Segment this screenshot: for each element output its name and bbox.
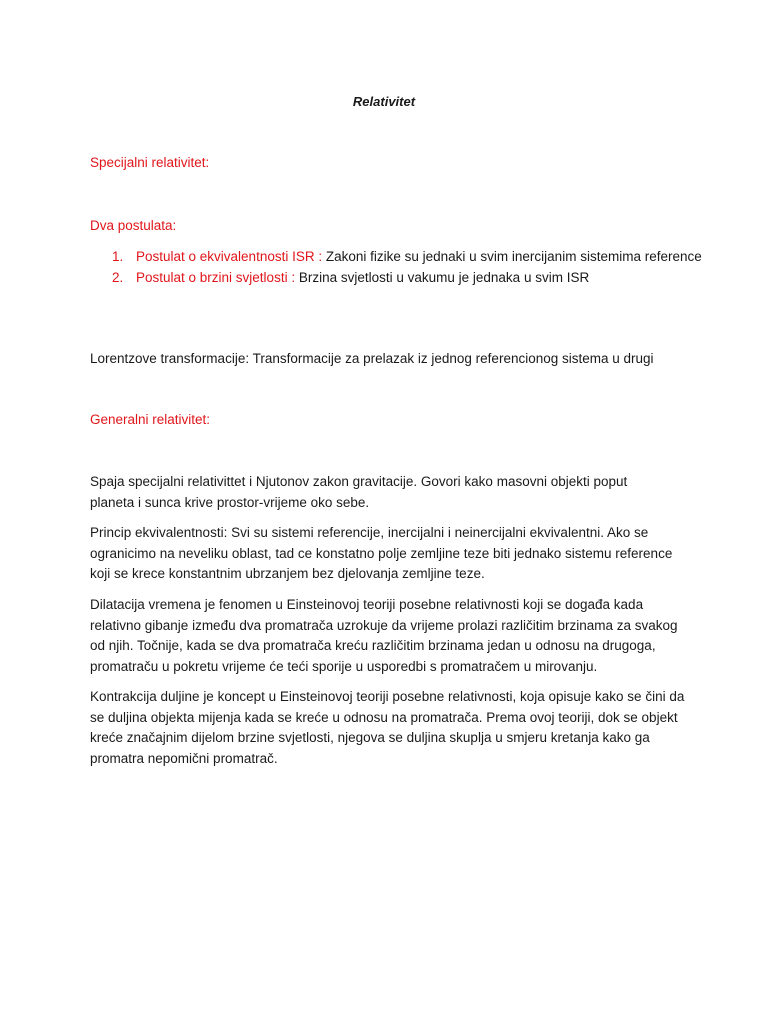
postulate-text: Zakoni fizike su jednaki u svim inercijanim sistemima reference xyxy=(322,249,702,264)
postulate-item xyxy=(112,268,736,289)
postulate-text: Brzina svjetlosti u vakumu je jednaka u svim ISR xyxy=(295,269,590,285)
paragraph: Kontrakcija duljine je koncept u Einsteinovoj teoriji posebne relativnosti, koja opisuje kako se čini da se duljina objekta mijenja kada se kreće u odnosu na promatrača. Prema ovoj teoriji, dok se objekt kreće značajnim dijelom brzine svjetlosti, njegova se duljina skuplja u smjeru kretanja kako ga promatra nepomični promatrač. xyxy=(90,689,685,767)
postulate-item xyxy=(112,247,736,268)
postulates-heading: Dva postulata: xyxy=(90,218,177,233)
document-title: Relativitet xyxy=(352,94,416,109)
postulate-label: Postulat o brzini svjetlosti : xyxy=(136,269,296,285)
paragraph: Spaja specijalni relativittet i Njutonov zakon gravitacije. Govori kako masovni objekti poput planeta i sunca krive prostor-vrijeme oko sebe. xyxy=(90,474,628,510)
special-relativity-heading: Specijalni relativitet: xyxy=(90,155,210,170)
list-number: 1. xyxy=(112,249,124,264)
lorentz-paragraph: Lorentzove transformacije: Transformacije za prelazak iz jednog referencionog sistema u drugi xyxy=(90,351,654,366)
postulates-list xyxy=(90,247,736,288)
list-number: 2. xyxy=(112,269,124,285)
postulate-label: Postulat o ekvivalentnosti ISR : xyxy=(136,249,323,264)
paragraph: Princip ekvivalentnosti: Svi su sistemi referencije, inercijalni i neinercijalni ekvivalentni. Ako se ogranicimo na neveliku oblast, tad ce konstatno polje zemljine teze biti jednako sistemu reference koji se krece konstantnim ubrzanjem bez djelovanja zemljine teze. xyxy=(90,525,673,582)
general-relativity-heading: Generalni relativitet: xyxy=(90,412,211,427)
paragraph: Dilatacija vremena je fenomen u Einsteinovoj teoriji posebne relativnosti koji se događa kada relativno gibanje između dva promatrača uzrokuje da vrijeme prolazi različitim brzinama za svakog od njih. Točnije, kada se dva promatrača kreću različitim brzinama jedan u odnosu na drugoga, promatraču u pokretu vrijeme će teći sporije u usporedbi s promatračem u mirovanju. xyxy=(90,597,678,675)
